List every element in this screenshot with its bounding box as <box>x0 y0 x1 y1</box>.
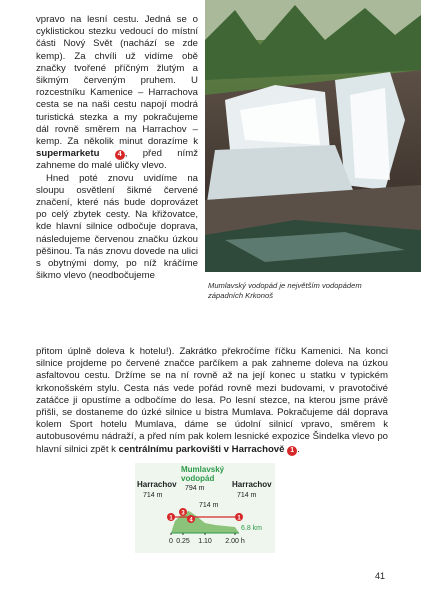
profile-mid-alt: 714 m <box>199 502 219 509</box>
profile-peak-alt: 794 m <box>185 485 205 492</box>
paragraph-3-end: . <box>297 443 300 455</box>
supermarket-bold: supermarketu <box>36 148 100 160</box>
tick-label-1: 0.25 <box>176 538 190 545</box>
paragraph-1-text: vpravo na lesní cestu. Jedná se o cyklistickou stezku vedoucí do místní části Nový Svět (nachází se zde kemp). Za chvíli už vidíme obě značky tvořené příčným žlutým a šikmým červeným pruhem. U rozcestníku Kamenice – Harrachova cesta se na naši cestu napojí modrá turistická stezka a my pokračujeme dál rovně směrem na Harrachov – kemp. Za několik minut dorazíme k <box>36 14 198 148</box>
photo-caption: Mumlavský vodopád je největším vodopádem západních Krkonoš <box>208 281 362 301</box>
elevation-profile <box>135 463 275 553</box>
parking-bold: centrálnímu parkovišti v Harrachově <box>118 443 285 455</box>
full-width-text <box>36 346 388 456</box>
pin-label-4: 4 <box>189 517 193 524</box>
map-pin-4-icon: 4 <box>115 150 125 160</box>
profile-start-alt: 714 m <box>143 492 163 499</box>
profile-start-name: Harrachov <box>137 480 177 489</box>
waterfall-photo <box>205 0 421 272</box>
map-pin-1-icon: 1 <box>287 446 297 456</box>
tick-label-3: 2.00 h <box>225 538 245 545</box>
profile-end-alt: 714 m <box>237 492 257 499</box>
paragraph-3 <box>36 346 388 456</box>
pin-label-1a: 1 <box>169 515 173 522</box>
left-text-column <box>36 14 198 282</box>
profile-distance: 6.8 km <box>241 525 263 532</box>
pin-label-1b: 1 <box>237 515 241 522</box>
waterfall-illustration <box>205 0 421 272</box>
tick-label-0: 0 <box>169 538 173 545</box>
profile-peak-name-1: Mumlavský <box>181 465 225 474</box>
page-number: 41 <box>374 571 385 581</box>
paragraph-3-text: přitom úplně doleva k hotelu!). Zakrátko překročíme říčku Kamenici. Na konci silnice projdeme po červené značce parčíkem a pak zahneme doleva na úzkou asfaltovou cestu. Držíme se na ní rovně až na její konec u statku v typickém krkonošském stylu. Cesta nás vede pořád rovně mezi budovami, v pravotočivé zatáčce ji opustíme a odbočíme do lesa. Po lesní stezce, na kterou jsme právě přišli, se dostaneme do úzké silnice u bistra Mumlava. Pokračujeme dál doprava kolem Sport hotelu Mumlava, dáme se údolní silnicí vpravo, směrem k autobusovému nádraží, a před ním pak kolem lesnické expozice Šindelka vlevo po hlavní silnici zpět k <box>36 346 388 455</box>
paragraph-2: Hned poté znovu uvidíme na sloupu osvětlení šikmé červené značení, které nás bude doprovázet po celý zbytek cesty. Na křižovatce, kde hlavní silnice odbočuje doprava, následujeme červenou značku úzkou pěšinou. Ta nás znovu dovede na ulici s obytnými domy, po níž kráčíme šikmo vlevo (neodbočujeme <box>36 172 198 282</box>
pin-label-3: 3 <box>181 510 185 517</box>
tick-label-2: 1.10 <box>198 538 212 545</box>
profile-end-name: Harrachov <box>232 480 272 489</box>
profile-peak-name-2: vodopád <box>181 474 215 483</box>
paragraph-1 <box>36 14 198 173</box>
paragraph-1-end: , před nímž zahneme do malé uličky vlevo. <box>36 148 198 172</box>
